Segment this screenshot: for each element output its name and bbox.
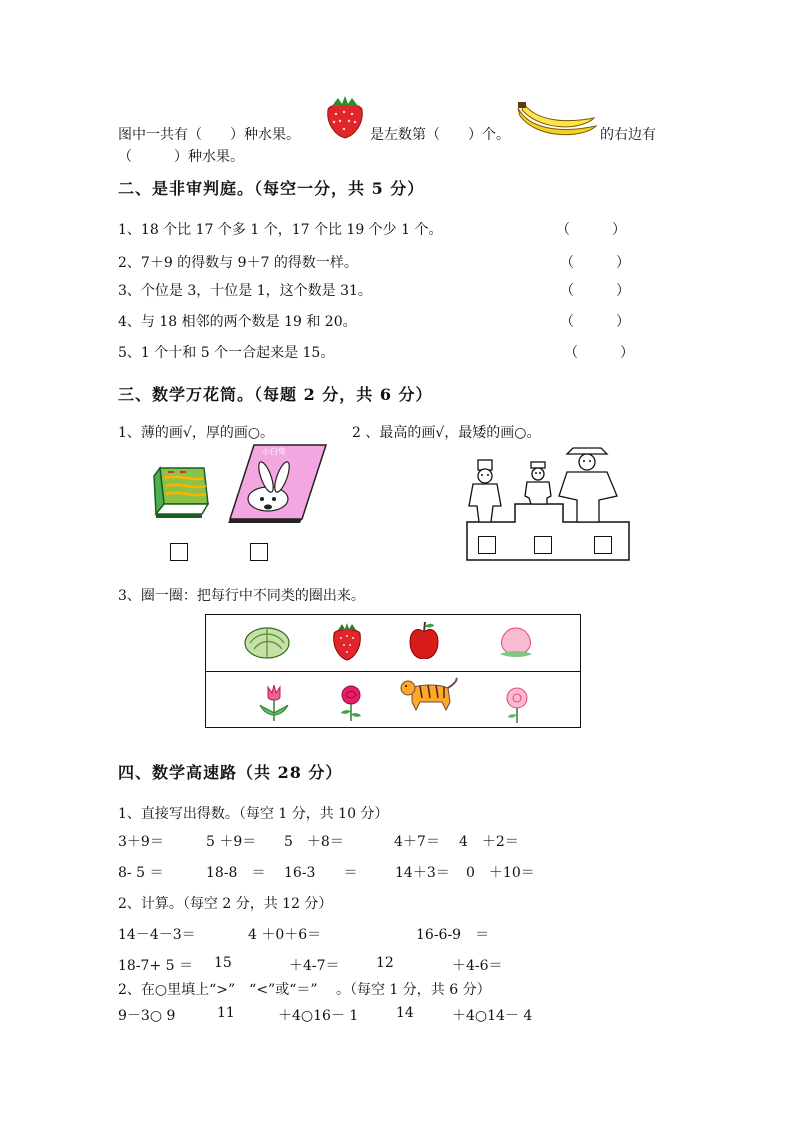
section-3-heading: 三、数学万花筒。（每题 2 分，共 6 分） <box>118 385 433 404</box>
comparison: 14 <box>396 1005 414 1021</box>
section-2-heading: 二、是非审判庭。（每空一分，共 5 分） <box>118 179 425 198</box>
intro-text-1: 图中一共有（ ）种水果。 <box>118 127 300 143</box>
comparison: 11 <box>217 1005 235 1021</box>
flower-icon[interactable] <box>502 685 532 725</box>
answer-box[interactable] <box>594 536 612 554</box>
true-false-item: 5、1 个十和 5 个一合起来是 15。 <box>118 345 335 361</box>
apple-icon[interactable] <box>408 620 440 662</box>
question-3: 3、圈一圈：把每行中不同类的圈出来。 <box>118 588 365 604</box>
equation: ＋4-7＝ <box>289 958 340 974</box>
question-2: 2 、最高的画√，最矮的画○。 <box>352 425 541 441</box>
equation: 5 ＋9＝ <box>206 834 257 850</box>
answer-paren: （ ） <box>560 283 630 299</box>
equation: 4 ＋0＋6＝ <box>248 927 322 943</box>
strawberry-icon <box>322 94 368 140</box>
answer-paren: （ ） <box>556 222 626 238</box>
true-false-item: 4、与 18 相邻的两个数是 19 和 20。 <box>118 314 357 330</box>
question-3: 2、在○里填上“>” “<”或“＝” 。（每空 1 分，共 6 分） <box>118 982 491 998</box>
equation: 4 ＋2＝ <box>459 834 519 850</box>
equation: 15 <box>214 955 232 971</box>
true-false-item: 3、个位是 3，十位是 1，这个数是 31。 <box>118 283 372 299</box>
question-1: 1、直接写出得数。（每空 1 分，共 10 分） <box>118 806 389 822</box>
book-title: 小白兔 <box>262 447 286 456</box>
question-2: 2、计算。（每空 2 分，共 12 分） <box>118 896 333 912</box>
equation: 18-7+ 5 ＝ <box>118 958 193 974</box>
answer-box[interactable] <box>534 536 552 554</box>
comparison: ＋4○16－ 1 <box>278 1008 359 1024</box>
intro-text-4: （ ）种水果。 <box>118 149 244 165</box>
section-4-heading: 四、数学高速路（共 28 分） <box>118 763 343 782</box>
strawberry-icon[interactable] <box>330 622 364 662</box>
equation: 14＋3＝ <box>395 865 450 881</box>
equation: 4＋7＝ <box>394 834 440 850</box>
true-false-item: 2、7＋9 的得数与 9＋7 的得数一样。 <box>118 255 358 271</box>
answer-box[interactable] <box>250 543 268 561</box>
equation: ＋4-6＝ <box>452 958 503 974</box>
tiger-icon[interactable] <box>400 676 460 714</box>
equation: 12 <box>376 955 394 971</box>
banana-icon <box>514 102 600 140</box>
answer-paren: （ ） <box>560 314 630 330</box>
equation: 8- 5 ＝ <box>118 865 164 881</box>
equation: 0 ＋10＝ <box>466 865 535 881</box>
peach-icon[interactable] <box>496 624 536 660</box>
equation: 18-8 ＝ <box>206 865 266 881</box>
answer-paren: （ ） <box>564 345 634 361</box>
thick-book-icon <box>150 462 212 520</box>
equation: 5 ＋8＝ <box>284 834 344 850</box>
cabbage-icon[interactable] <box>242 623 292 661</box>
true-false-item: 1、18 个比 17 个多 1 个，17 个比 19 个少 1 个。 <box>118 222 443 238</box>
comparison: 9－3○ 9 <box>118 1008 176 1024</box>
equation: 16-3 ＝ <box>284 865 358 881</box>
answer-paren: （ ） <box>560 255 630 271</box>
answer-box[interactable] <box>478 536 496 554</box>
rose-icon[interactable] <box>336 683 366 723</box>
intro-text-2: 是左数第（ ）个。 <box>370 127 510 143</box>
intro-text-3: 的右边有 <box>600 127 656 143</box>
equation: 3＋9＝ <box>118 834 164 850</box>
question-1: 1、薄的画√，厚的画○。 <box>118 425 275 441</box>
answer-box[interactable] <box>170 543 188 561</box>
comparison: ＋4○14－ 4 <box>452 1008 533 1024</box>
tulip-icon[interactable] <box>258 683 290 723</box>
equation: 14－4－3＝ <box>118 927 196 943</box>
equation: 16-6-9 ＝ <box>416 927 490 943</box>
